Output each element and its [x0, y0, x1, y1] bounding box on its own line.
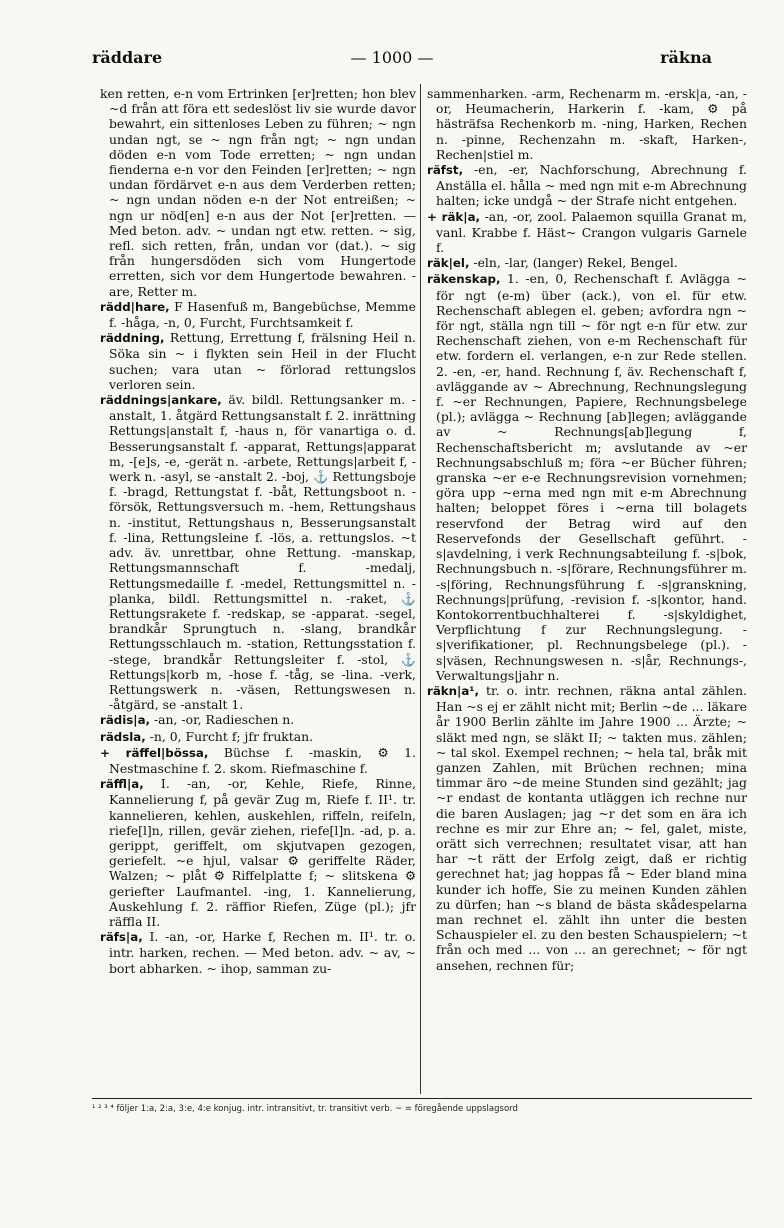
entry-headword: räffl|a,	[100, 777, 144, 792]
entry-headword: räddnings|ankare,	[100, 393, 222, 408]
entry-headword: räddning,	[100, 331, 165, 346]
dictionary-entry	[427, 271, 747, 682]
entry-text: äv. bildl. Rettungsanker m. -anstalt, 1. åtgärd Rettungsanstalt f. 2. inrättning Rettungs|anstalt f, -haus n, för vanartiga o. d. Besserungsanstalt f. -apparat, Rettungs|apparat m, -[e]s, -e, -gerät n. -arbete, Rettungs|arbeit f, -werk n. -asyl, se -anstalt 2. -boj, ⚓ Rettungsboje f. -bragd, Rettungstat f. -båt, Rettungsboot n. -försök, Rettungsversuch m. -hem, Rettungshaus n. -institut, Rettungshaus n, Besserungsanstalt f. -lina, Rettungsleine f. -lös, a. rettungslos. ~t adv. äv. unrettbar, ohne Rettung. -manskap, Rettungsmannschaft f. -medalj, Rettungsmedaille f. -medel, Rettungsmittel n. -planka, bildl. Rettungsmittel n. -raket, ⚓ Rettungsrakete f. -redskap, se -apparat. -segel, brandkår Sprungtuch n. -slang, brandkår Rettungsschlauch m. -station, Rettungsstation f. -stege, brandkår Rettungsleiter f. -stol, ⚓ Rettungs|korb m, -hose f. -tåg, se -lina. -verk, Rettungswerk n. -väsen, Rettungswesen n. -åtgärd, se -anstalt 1.	[109, 392, 416, 713]
dictionary-entry	[100, 392, 416, 712]
entry-text: -an, -or, zool. Palaemon squilla Granat m, vanl. Krabbe f. Häst~ Crangon vulgaris Garnele f.	[436, 208, 747, 256]
entry-text: -an, -or, Radieschen n.	[150, 712, 295, 728]
dictionary-entry	[100, 745, 416, 776]
entry-headword: rädd|hare,	[100, 299, 170, 314]
dictionary-entry	[100, 330, 416, 392]
dictionary-entry	[100, 729, 416, 745]
page-number: — 1000 —	[350, 48, 434, 67]
footnote: ¹ ² ³ ⁴ följer 1:a, 2:a, 3:e, 4:e konjug. intr. intransitivt, tr. transitivt verb. ~ = föregående uppslagsord	[92, 1104, 518, 1114]
entry-text: tr. o. intr. rechnen, räkna antal zählen. Han ~s ej er zählt nicht mit; Berlin ~de ... läkare år 1900 Berlin zählte im Jahre 1900 ... Ärzte; ~ släkt med ngn, se släkt II; ~ takten mus. zählen; ~ tal skol. Exempel rechnen; ~ hela tal, bråk mit ganzen Zahlen, mit Brüchen rechnen; mina timmar äro ~de meine Stunden sind gezählt; jag ~r endast de kontanta utläggen ich rechne nur die baren Auslagen; jag ~r det som en ära ich rechne es mir zur Ehre an; ~ fel, galet, miste, orätt sich verrechnen; resultatet visar, att han har ~t rätt der Erfolg zeigt, daß er richtig gerechnet hat; jag hoppas få ~ Eder bland mina kunder ich hoffe, Sie zu meinen Kunden zählen zu dürfen; han ~s bland de bästa skådespelarna man rechnet el. zählt ihn unter die besten Schauspieler el. zu den besten Schauspielern; ~t från och med ... von ... an gerechnet; ~ för ngt ansehen, rechnen für;	[436, 682, 747, 973]
entry-text: I. -an, -or, Harke f, Rechen m. II¹. tr. o. intr. harken, rechen. — Med beton. adv. ~ av, ~ bort abharken. ~ ihop, samman zu-	[109, 929, 416, 976]
entry-headword: rädsla,	[100, 729, 146, 744]
entry-headword: räfst,	[427, 163, 464, 178]
entry-text: 1. -en, 0, Rechenschaft f. Avlägga ~ för ngt (e-m) über (ack.), von el. für etw. Rechenschaft ablegen el. geben; avfordra ngn ~ för ngt, ställa ngn till ~ för ngt e-n für etw. zur Rechenschaft ziehen, von e-m Rechenschaft für etw. fordern el. verlangen, e-n zur Rede stellen. 2. -en, -er, hand. Rechnung f, äv. Rechenschaft f, avläggande av ~ Abrechnung, Rechnungslegung f. ~er Rechnungen, Papiere, Rechnungsbelege (pl.); avlägga ~ Rechnung [ab]legen; avläggande av ~ Rechnungs[ab]legung f, Rechenschaftsbericht m; avslutande av ~er Rechnungsabschluß m; föra ~er Bücher führen; granska ~er e-e Rechnungsrevision vornehmen; göra upp ~erna med ngn mit e-m Abrechnung halten; beloppet föres i ~erna till bolagets reservfond der Betrag wird auf den Reservefonds der Gesellschaft geführt. -s|avdelning, i verk Rechnungsabteilung f. -s|bok, Rechnungsbuch n. -s|förare, Rechnungsführer m. -s|föring, Rechnungsführung f. -s|granskning, Rechnungs|prüfung, -revision f. -s|kontor, hand. Kontokorrentbuchhalterei f. -s|skyldighet, Verpflichtung f zur Rechnungslegung. -s|verifikationer, pl. Rechnungsbelege (pl.). -s|väsen, Rechnungswesen n. -s|år, Rechnungs-, Verwaltungs|jahr n.	[436, 271, 747, 683]
entry-headword: + räffel|bössa,	[100, 745, 209, 760]
entry-headword: räk|el,	[427, 256, 470, 271]
dictionary-entry	[427, 162, 747, 209]
entry-text: ken retten, e-n vom Ertrinken [er]retten; hon blev ~d från att föra ett sedeslöst liv sie wurde davor bewahrt, ein sittenloses Leben zu führen; ~ ngn undan ngt, se ~ ngn från ngt; ~ ngn undan döden e-n vom Tode erretten; ~ ngn undan fienderna e-n vor den Feinden [er]retten; ~ ngn undan fördärvet e-n aus dem Verderben retten; ~ ngn undan nöden e-n der Not entreißen; ~ ngn ur nöd[en] e-n aus der Not [er]retten. — Med beton. adv. ~ undan ngt etw. retten. ~ sig, refl. sich retten, från, undan vor (dat.). ~ sig från hungersdöden sich vom Hungertode erretten, sich vor dem Hungertode bewahren. -are, Retter m.	[100, 86, 416, 299]
left-column	[100, 86, 416, 1086]
column-divider	[420, 84, 421, 1094]
entry-text: I. -an, -or, Kehle, Riefe, Rinne, Kannelierung f, på gevär Zug m, Riefe f. II¹. tr. kannelieren, kehlen, auskehlen, riffeln, reifeln, riefe[l]n, rillen, gevär ziehen, riefe[l]n. -ad, p. a. gerippt, geriffelt, om skjutvapen gezogen, geriefelt. ~e hjul, valsar ⚙ geriffelte Räder, Walzen; ~ plåt ⚙ Riffelplatte f; ~ slitskena ⚙ geriefter Laufmantel. -ing, 1. Kannelierung, Auskehlung f. 2. räffior Riefen, Züge (pl.); jfr räffla II.	[109, 776, 416, 929]
entry-headword: + räk|a,	[427, 209, 481, 224]
entry-headword: räfs|a,	[100, 930, 143, 945]
entry-text: Büchse f. -maskin, ⚙ 1. Nestmaschine f. 2. skom. Riefmaschine f.	[109, 744, 416, 776]
entry-text: -eln, -lar, (langer) Rekel, Bengel.	[469, 255, 678, 271]
entry-text: F Hasenfuß m, Bangebüchse, Memme f. -håga, -n, 0, Furcht, Furchtsamkeit f.	[109, 298, 416, 331]
footer-rule	[92, 1098, 752, 1099]
dictionary-entry	[427, 255, 747, 271]
entry-text: -en, -er, Nachforschung, Abrechnung f. Anställa el. hålla ~ med ngn mit e-m Abrechnung halten; icke undgå ~ der Strafe nicht entgehen.	[436, 162, 747, 209]
header-left-word: räddare	[92, 48, 163, 67]
entry-headword: rädis|a,	[100, 713, 151, 728]
entry-text: sammenharken. -arm, Rechenarm m. -ersk|a, -an, -or, Heumacherin, Harkerin f. -kam, ⚙ på hästräfsa Rechenkorb m. -ning, Harken, Rechen n. -pinne, Rechenzahn m. -skaft, Harken-, Rechen|stiel m.	[427, 86, 747, 162]
dictionary-entry	[427, 209, 747, 256]
entry-headword: räkenskap,	[427, 272, 501, 287]
entry-headword: räkn|a¹,	[427, 683, 479, 698]
right-column	[427, 86, 747, 1086]
dictionary-entry	[100, 929, 416, 976]
dictionary-entry	[100, 712, 416, 728]
dictionary-entry	[427, 683, 747, 973]
entry-text: -n, 0, Furcht f; jfr fruktan.	[145, 728, 314, 744]
entry-text: Rettung, Errettung f, frälsning Heil n. Söka sin ~ i flykten sein Heil in der Flucht suchen; vara utan ~ förlorad rettungslos verloren sein.	[109, 330, 416, 392]
dictionary-entry	[100, 299, 416, 330]
page-header	[92, 48, 712, 72]
dictionary-entry	[100, 776, 416, 929]
dictionary-entry	[100, 86, 416, 299]
dictionary-entry	[427, 86, 747, 162]
header-right-word: räkna	[660, 48, 712, 67]
